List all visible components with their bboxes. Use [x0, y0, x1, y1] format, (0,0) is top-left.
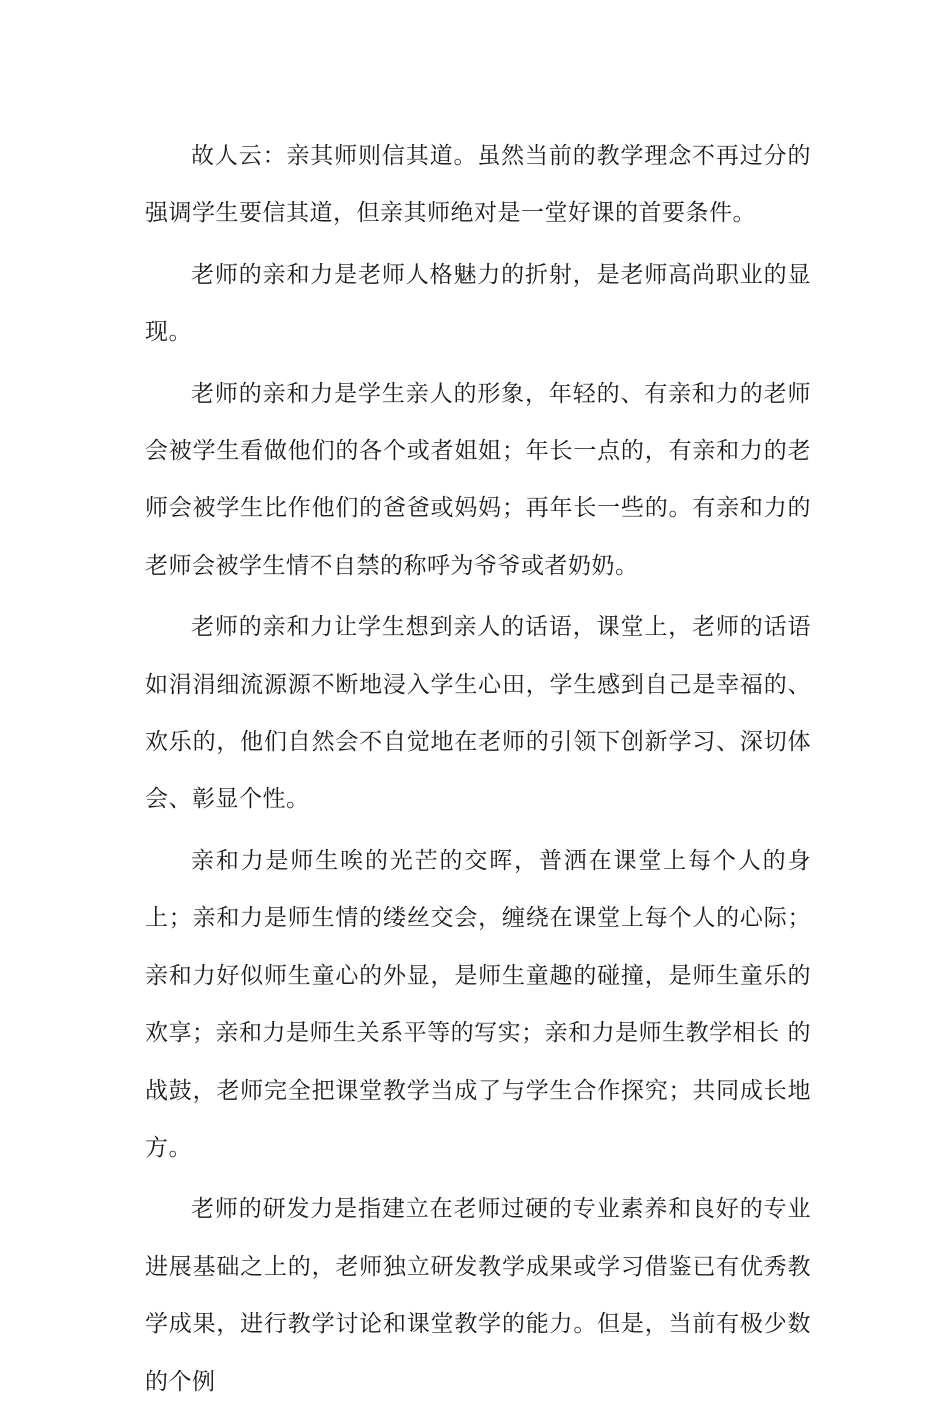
- paragraph-2: 老师的亲和力是老师人格魅力的折射，是老师高尚职业的显现。: [145, 261, 811, 346]
- paragraph-3: 老师的亲和力是学生亲人的形象，年轻的、有亲和力的老师会被学生看做他们的各个或者姐姐；年长一点的，有亲和力的老师会被学生比作他们的爸爸或妈妈；再年长一些的。有亲和力的老师会被学生情不自禁的称呼为爷爷或者奶奶。: [145, 380, 811, 579]
- paragraph-6: 老师的研发力是指建立在老师过硬的专业素养和良好的专业进展基础之上的，老师独立研发教学成果或学习借鉴已有优秀教学成果，进行教学讨论和课堂教学的能力。但是，当前有极少数的个例: [145, 1196, 811, 1395]
- document-body: [145, 128, 811, 1415]
- paragraph-5: 亲和力是师生唉的光芒的交晖，普洒在课堂上每个人的身上；亲和力是师生情的缕丝交会，缠绕在课堂上每个人的心际；亲和力好似师生童心的外显，是师生童趣的碰撞，是师生童乐的欢享；亲和力是师生关系平等的写实；亲和力是师生教学相长 的战鼓，老师完全把课堂教学当成了与学生合作探究；共同成长地方。: [145, 847, 811, 1161]
- paragraph-1: 故人云：亲其师则信其道。虽然当前的教学理念不再过分的强调学生要信其道，但亲其师绝对是一堂好课的首要条件。: [145, 143, 811, 227]
- paragraph-4: 老师的亲和力让学生想到亲人的话语，课堂上，老师的话语如涓涓细流源源不断地浸入学生心田，学生感到自己是幸福的、欢乐的，他们自然会不自觉地在老师的引领下创新学习、深切体会、彰显个性。: [145, 614, 811, 813]
